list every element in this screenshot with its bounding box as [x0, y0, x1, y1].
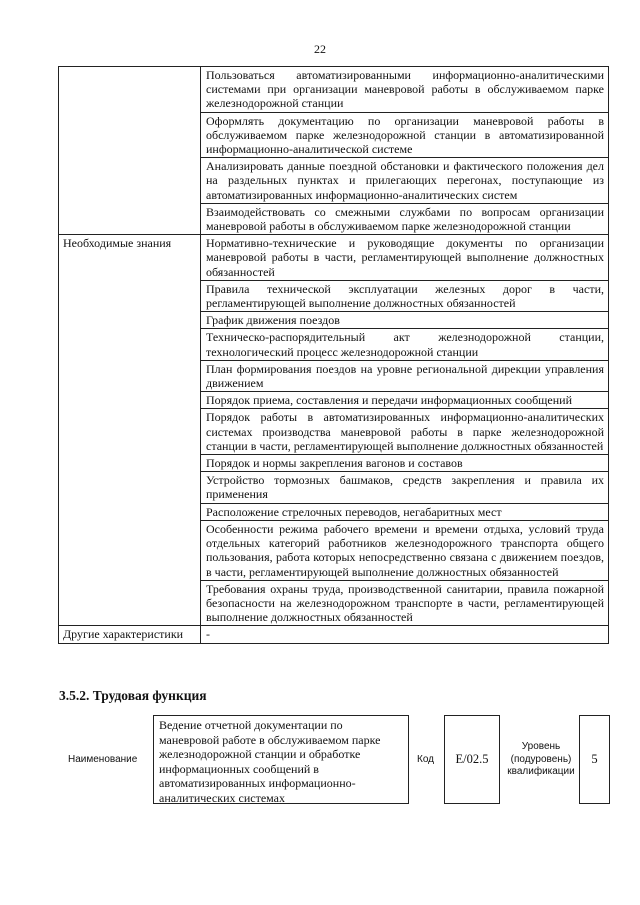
table-row [59, 112, 609, 158]
table-row [59, 409, 609, 455]
table-row [59, 520, 609, 580]
row-label-empty [59, 280, 201, 311]
knowledge-cell: Правила технической эксплуатации железных дорог в части, регламентирующей выполнение должностных обязанностей [201, 280, 609, 311]
row-label-empty [59, 520, 201, 580]
knowledge-cell: Техническо-распорядительный акт железнодорожной станции, технологический процесс железнодорожной станции [201, 329, 609, 360]
knowledge-cell: Порядок и нормы закрепления вагонов и составов [201, 455, 609, 472]
name-label: Наименование [68, 754, 138, 765]
knowledge-cell: Особенности режима рабочего времени и времени отдыха, условий труда отдельных категорий работников железнодорожного транспорта общего пользования, работа которых непосредственно связана с движением поездов, в части, регламентирующей выполнение должностных обязанностей [201, 520, 609, 580]
row-label-empty [59, 329, 201, 360]
table-row [59, 580, 609, 626]
other-label: Другие характеристики [59, 626, 201, 643]
knowledge-cell: Расположение стрелочных переводов, негабаритных мест [201, 503, 609, 520]
knowledge-cell: Порядок приема, составления и передачи информационных сообщений [201, 392, 609, 409]
row-label-empty [59, 158, 201, 204]
table-row [59, 158, 609, 204]
row-label-empty [59, 580, 201, 626]
table-row [59, 203, 609, 234]
table-row [59, 312, 609, 329]
row-label-empty [59, 67, 201, 113]
qualification-level-label: Уровень (подуровень) квалификации [507, 741, 575, 777]
row-label-empty [59, 392, 201, 409]
row-label-empty [59, 203, 201, 234]
knowledge-cell: Устройство тормозных башмаков, средств закрепления и правила их применения [201, 472, 609, 503]
skill-cell: Оформлять документацию по организации маневровой работы в обслуживаемом парке железнодорожной станции в автоматизированной информационно-аналитической системе [201, 112, 609, 158]
knowledge-cell: Нормативно-технические и руководящие документы по организации маневровой работы в части, регламентирующей выполнение должностных обязанностей [201, 235, 609, 281]
knowledge-cell: Порядок работы в автоматизированных информационно-аналитических системах производства маневровой работы в парке железнодорожной станции в части, регламентирующей выполнение должностных обязанностей [201, 409, 609, 455]
knowledge-cell: Требования охраны труда, производственной санитарии, правила пожарной безопасности на железнодорожном транспорте в части, регламентирующей выполнение должностных обязанностей [201, 580, 609, 626]
table-row [59, 626, 609, 643]
row-label-empty [59, 312, 201, 329]
other-value: - [201, 626, 609, 643]
row-label-empty [59, 409, 201, 455]
code-label: Код [417, 754, 435, 765]
table-row [59, 455, 609, 472]
row-label-empty [59, 503, 201, 520]
skill-cell: Пользоваться автоматизированными информационно-аналитическими системами при организации маневровой работы в обслуживаемом парке железнодорожной станции [201, 67, 609, 113]
knowledge-label: Необходимые знания [59, 235, 201, 281]
table-row [59, 67, 609, 113]
code-box: E/02.5 [444, 715, 500, 804]
page-number: 22 [314, 42, 326, 56]
row-label-empty [59, 455, 201, 472]
skill-cell: Взаимодействовать со смежными службами по вопросам организации маневровой работы в обслуживаемом парке железнодорожной станции [201, 203, 609, 234]
qualification-level-box: 5 [579, 715, 610, 804]
knowledge-cell: График движения поездов [201, 312, 609, 329]
knowledge-cell: План формирования поездов на уровне региональной дирекции управления движением [201, 360, 609, 391]
table-row [59, 329, 609, 360]
table-row [59, 392, 609, 409]
table-row [59, 360, 609, 391]
row-label-empty [59, 472, 201, 503]
row-label-empty [59, 112, 201, 158]
section-heading: 3.5.2. Трудовая функция [59, 688, 207, 703]
skill-cell: Анализировать данные поездной обстановки и фактического положения дел на раздельных пунктах и прилегающих перегонах, поступающие из автоматизированных информационно-аналитических систем [201, 158, 609, 204]
skills-knowledge-table [58, 66, 609, 644]
function-name-box: Ведение отчетной документации по маневровой работе в обслуживаемом парке железнодорожной станции и обработке информационных сообщений в автоматизированных информационно-аналитических системах [153, 715, 409, 804]
table-row [59, 472, 609, 503]
table-row [59, 503, 609, 520]
table-row [59, 235, 609, 281]
table-row [59, 280, 609, 311]
row-label-empty [59, 360, 201, 391]
